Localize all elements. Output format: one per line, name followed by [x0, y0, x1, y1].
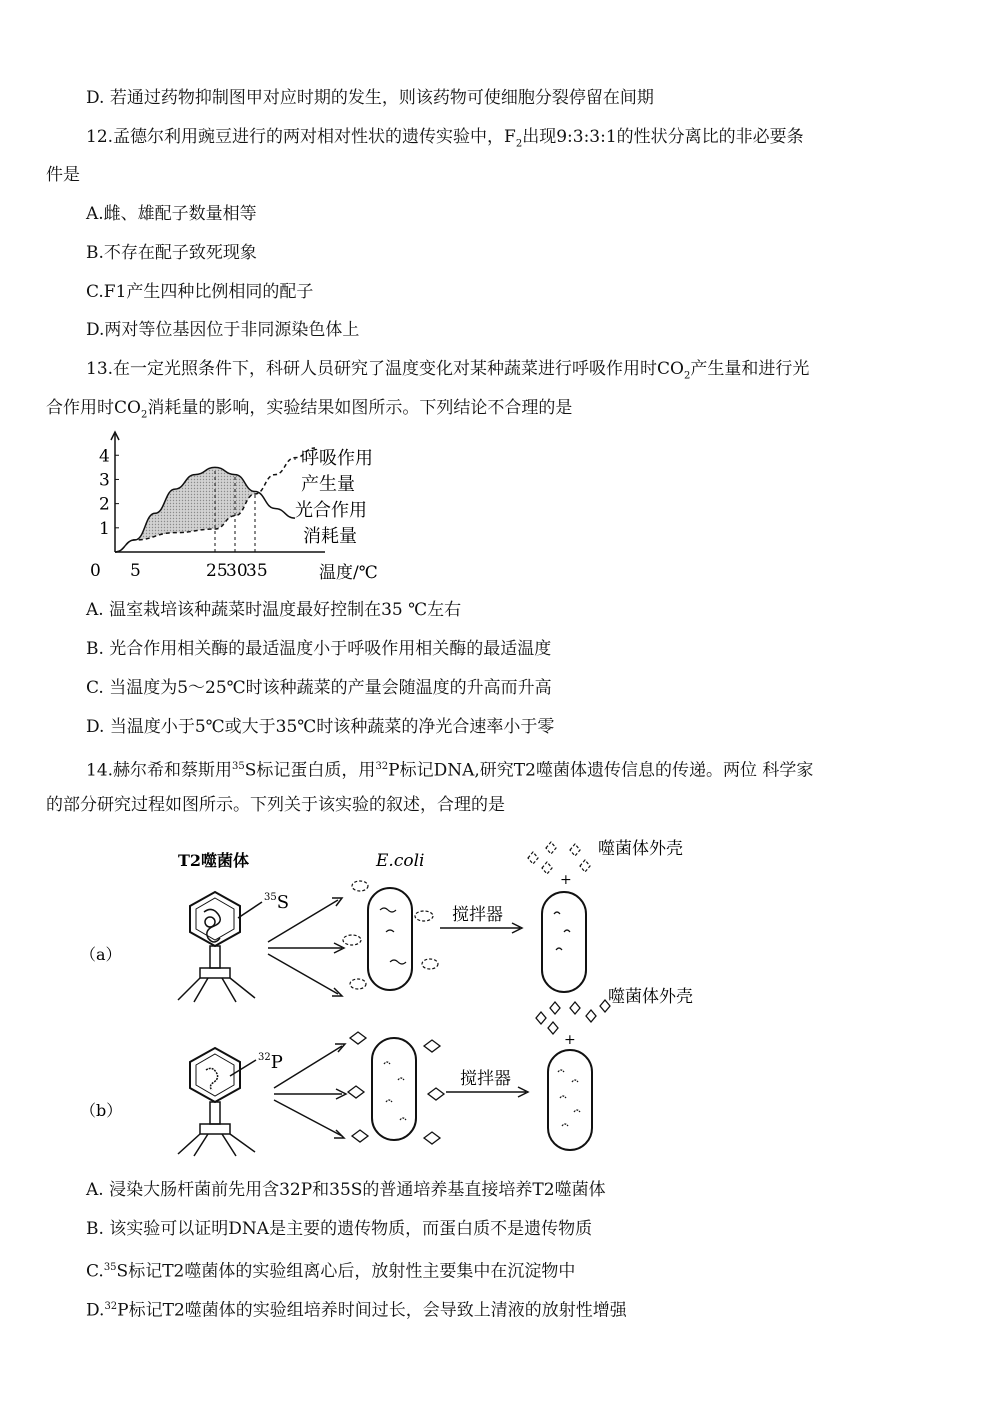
phage-b-icon [178, 1048, 256, 1156]
q14-option-d: D.$^{32}$P标记T2噬菌体的实验组培养时间过长，会导致上清液的放射性增强 [86, 1300, 627, 1321]
x-tick-label-35: 35 [246, 561, 268, 581]
row-a-label: （a） [80, 945, 122, 964]
q13-option-a: A. 温室栽培该种蔬菜时温度最好控制在35 ℃左右 [86, 600, 462, 620]
legend-line-4: 消耗量 [303, 526, 357, 547]
x-tick-label-0: 0 [90, 561, 101, 581]
legend-line-3: 光合作用 [295, 500, 367, 521]
x-tick-label-5: 5 [130, 561, 141, 581]
q12-option-a: A.雌、雄配子数量相等 [86, 204, 257, 224]
p-label: $^{32}$P [258, 1052, 283, 1073]
q11-option-d: D. 若通过药物抑制图甲对应时期的发生，则该药物可使细胞分裂停留在间期 [86, 88, 654, 108]
q13-option-d: D. 当温度小于5℃或大于35℃时该种蔬菜的净光合速率小于零 [86, 717, 555, 737]
q14-stem-line2: 的部分研究过程如图所示。下列关于该实验的叙述，合理的是 [46, 795, 505, 815]
q12-stem-line1: 12.孟德尔利用豌豆进行的两对相对性状的遗传实验中，$F_2$出现9:3:3:1的性状分离比的非必要条 [86, 127, 804, 150]
ecoli-b-icon [372, 1038, 416, 1140]
y-tick-label-3: 3 [99, 470, 110, 491]
q13-option-c: C. 当温度为5～25℃时该种蔬菜的产量会随温度的升高而升高 [86, 678, 552, 698]
q12-option-d: D.两对等位基因位于非同源染色体上 [86, 320, 360, 340]
ecoli-b-result-icon [548, 1050, 592, 1150]
y-tick-label-1: 1 [99, 518, 110, 539]
row-b-label: （b） [80, 1101, 123, 1120]
q14-option-c: C.$^{35}$S标记T2噬菌体的实验组离心后，放射性主要集中在沉淀物中 [86, 1261, 576, 1282]
q14-stem-line1: 14.赫尔希和蔡斯用$^{35}$S标记蛋白质，用$^{32}$P标记DNA,研究T2噬菌体遗传信息的传递。两位 科学家 [86, 760, 814, 781]
phage-a-icon [178, 892, 262, 1002]
x-tick-label-30: 30 [226, 561, 248, 581]
q13-option-b: B. 光合作用相关酶的最适温度小于呼吸作用相关酶的最适温度 [86, 639, 552, 659]
q14-phage-diagram [80, 832, 720, 1162]
plus-b: + [564, 1032, 576, 1048]
ecoli-a-result-icon [542, 892, 586, 992]
net-photosynthesis-area [135, 467, 255, 540]
q13-chart [85, 430, 405, 585]
q13-stem-line2: 合作用时$CO_2$消耗量的影响，实验结果如图所示。下列结论不合理的是 [46, 398, 573, 421]
x-axis-label: 温度/℃ [319, 563, 378, 583]
legend-line-2: 产生量 [301, 474, 355, 495]
q12-option-c: C.F1产生四种比例相同的配子 [86, 282, 314, 302]
shell-a-label: 噬菌体外壳 [598, 839, 683, 859]
q13-stem-line1: 13.在一定光照条件下，科研人员研究了温度变化对某种蔬菜进行呼吸作用时$CO_2$产生量和进行光 [86, 359, 810, 382]
legend-line-1: 呼吸作用 [301, 448, 373, 469]
y-tick-label-2: 2 [99, 494, 110, 515]
mixer-b-label: 搅拌器 [460, 1069, 511, 1089]
x-tick-label-25: 25 [206, 561, 228, 581]
phage-label: T2噬菌体 [178, 851, 250, 870]
shell-b-label: 噬菌体外壳 [608, 987, 693, 1007]
ecoli-a-icon [368, 888, 412, 990]
plus-a: + [560, 872, 572, 888]
q12-option-b: B.不存在配子致死现象 [86, 243, 257, 263]
ecoli-label: E.coli [376, 851, 425, 871]
mixer-a-label: 搅拌器 [452, 905, 503, 925]
q14-option-a: A. 浸染大肠杆菌前先用含32P和35S的普通培养基直接培养T2噬菌体 [86, 1180, 606, 1200]
q14-option-b: B. 该实验可以证明DNA是主要的遗传物质，而蛋白质不是遗传物质 [86, 1219, 593, 1239]
s-label: $^{35}$S [264, 892, 290, 913]
y-tick-label-4: 4 [99, 446, 110, 467]
q12-stem-line2: 件是 [46, 165, 80, 185]
